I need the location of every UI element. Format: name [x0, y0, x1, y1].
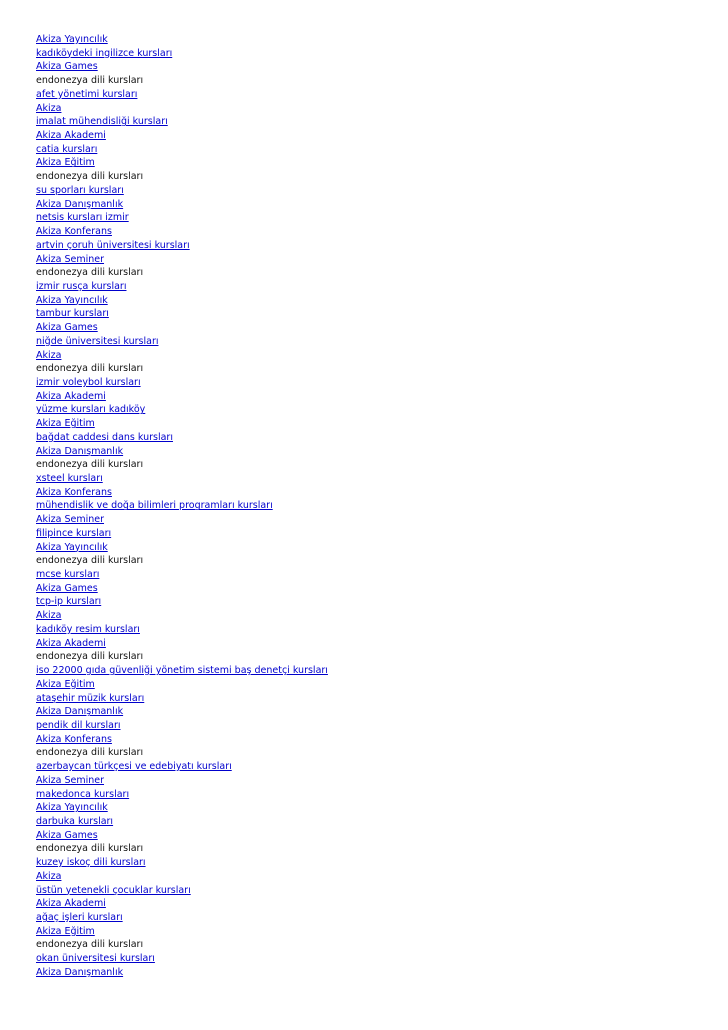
link-list — [36, 33, 328, 980]
text-link[interactable]: afet yönetimi kursları — [36, 88, 138, 100]
text-link[interactable]: Akiza Eğitim — [36, 418, 95, 430]
text-link[interactable]: Akiza — [36, 349, 62, 361]
list-item — [36, 472, 328, 486]
list-item — [36, 746, 328, 760]
list-item — [36, 568, 328, 582]
text-link[interactable]: Akiza Seminer — [36, 253, 105, 265]
text-link[interactable]: mühendislik ve doğa bilimleri programları kursları — [36, 500, 273, 512]
list-item — [36, 156, 328, 170]
list-item — [36, 486, 328, 500]
list-item — [36, 239, 328, 253]
text-link[interactable]: darbuka kursları — [36, 815, 114, 827]
list-item — [36, 88, 328, 102]
text-link[interactable]: Akiza Danışmanlık — [36, 198, 124, 210]
list-item — [36, 47, 328, 61]
list-item — [36, 335, 328, 349]
list-item — [36, 966, 328, 980]
text-link[interactable]: imalat mühendisliği kursları — [36, 116, 168, 128]
plain-text: endonezya dili kursları — [36, 747, 144, 759]
text-link[interactable]: xsteel kursları — [36, 473, 103, 484]
list-item — [36, 349, 328, 363]
text-link[interactable]: iso 22000 gıda güvenliği yönetim sistemi baş denetçi kursları — [36, 665, 328, 677]
list-item — [36, 499, 328, 513]
list-item — [36, 554, 328, 568]
text-link[interactable]: azerbaycan türkçesi ve edebiyatı kursları — [36, 761, 232, 773]
list-item — [36, 856, 328, 870]
text-link[interactable]: Akiza Eğitim — [36, 925, 95, 937]
list-item — [36, 390, 328, 404]
text-link[interactable]: Akiza — [36, 102, 62, 114]
text-link[interactable]: tcp-ip kursları — [36, 596, 102, 608]
text-link[interactable]: ağaç işleri kursları — [36, 912, 123, 923]
list-item — [36, 815, 328, 829]
text-link[interactable]: kuzey iskoç dili kursları — [36, 857, 146, 869]
list-item — [36, 458, 328, 472]
text-link[interactable]: Akiza Yayıncılık — [36, 802, 108, 814]
list-item — [36, 897, 328, 911]
list-item — [36, 198, 328, 212]
text-link[interactable]: Akiza Games — [36, 829, 98, 841]
list-item — [36, 74, 328, 88]
list-item — [36, 431, 328, 445]
list-item — [36, 445, 328, 459]
text-link[interactable]: üstün yetenekli çocuklar kursları — [36, 884, 191, 896]
text-link[interactable]: Akiza Games — [36, 582, 98, 594]
plain-text: endonezya dili kursları — [36, 75, 144, 87]
list-item — [36, 925, 328, 939]
plain-text: endonezya dili kursları — [36, 363, 144, 375]
list-item — [36, 705, 328, 719]
list-item — [36, 719, 328, 733]
list-item — [36, 582, 328, 596]
plain-text: endonezya dili kursları — [36, 651, 144, 663]
text-link[interactable]: ataşehir müzik kursları — [36, 692, 145, 704]
text-link[interactable]: Akiza Akademi — [36, 130, 106, 142]
text-link[interactable]: okan üniversitesi kursları — [36, 953, 155, 965]
plain-text: endonezya dili kursları — [36, 555, 144, 567]
text-link[interactable]: Akiza Seminer — [36, 514, 105, 526]
list-item — [36, 938, 328, 952]
text-link[interactable]: yüzme kursları kadıköy — [36, 404, 146, 416]
list-item — [36, 952, 328, 966]
text-link[interactable]: Akiza — [36, 870, 62, 882]
list-item — [36, 33, 328, 47]
list-item — [36, 527, 328, 541]
text-link[interactable]: Akiza Seminer — [36, 774, 105, 786]
text-link[interactable]: catia kursları — [36, 143, 98, 155]
text-link[interactable]: filipince kursları — [36, 527, 112, 539]
list-item — [36, 102, 328, 116]
text-link[interactable]: Akiza Yayıncılık — [36, 541, 108, 553]
text-link[interactable]: niğde üniversitesi kursları — [36, 335, 159, 347]
text-link[interactable]: makedonca kursları — [36, 788, 130, 800]
text-link[interactable]: artvin çoruh üniversitesi kursları — [36, 239, 190, 251]
list-item — [36, 541, 328, 555]
list-item — [36, 842, 328, 856]
plain-text: endonezya dili kursları — [36, 459, 144, 471]
list-item — [36, 307, 328, 321]
text-link[interactable]: mcse kursları — [36, 569, 100, 581]
list-item — [36, 884, 328, 898]
list-item — [36, 143, 328, 157]
text-link[interactable]: Akiza Yayıncılık — [36, 294, 108, 306]
text-link[interactable]: Akiza — [36, 610, 62, 622]
list-item — [36, 733, 328, 747]
list-item — [36, 253, 328, 267]
list-item — [36, 280, 328, 294]
text-link[interactable]: Akiza Yayıncılık — [36, 34, 108, 45]
list-item — [36, 911, 328, 925]
text-link[interactable]: kadıköydeki ingilizce kursları — [36, 47, 173, 59]
list-item — [36, 609, 328, 623]
text-link[interactable]: bağdat caddesi dans kursları — [36, 431, 173, 443]
text-link[interactable]: pendik dil kursları — [36, 719, 121, 731]
list-item — [36, 513, 328, 527]
list-item — [36, 362, 328, 376]
text-link[interactable]: tambur kursları — [36, 308, 109, 320]
text-link[interactable]: Akiza Eğitim — [36, 678, 95, 690]
text-link[interactable]: Akiza Akademi — [36, 898, 106, 910]
list-item — [36, 788, 328, 802]
text-link[interactable]: Akiza Games — [36, 322, 98, 334]
text-link[interactable]: kadıköy resim kursları — [36, 623, 140, 635]
list-item — [36, 623, 328, 637]
list-item — [36, 417, 328, 431]
text-link[interactable]: netsis kursları izmir — [36, 212, 129, 224]
list-item — [36, 650, 328, 664]
list-item — [36, 403, 328, 417]
list-item — [36, 692, 328, 706]
text-link[interactable]: Akiza Eğitim — [36, 157, 95, 169]
text-link[interactable]: izmir voleybol kursları — [36, 376, 141, 388]
list-item — [36, 678, 328, 692]
list-item — [36, 60, 328, 74]
list-item — [36, 321, 328, 335]
list-item — [36, 266, 328, 280]
plain-text: endonezya dili kursları — [36, 843, 144, 855]
text-link[interactable]: Akiza Konferans — [36, 226, 112, 238]
list-item — [36, 225, 328, 239]
list-item — [36, 129, 328, 143]
plain-text: endonezya dili kursları — [36, 267, 144, 279]
list-item — [36, 115, 328, 129]
list-item — [36, 774, 328, 788]
text-link[interactable]: Akiza Konferans — [36, 486, 112, 498]
list-item — [36, 664, 328, 678]
list-item — [36, 801, 328, 815]
text-link[interactable]: su sporları kursları — [36, 184, 124, 196]
text-link[interactable]: izmir rusça kursları — [36, 280, 127, 292]
list-item — [36, 211, 328, 225]
text-link[interactable]: Akiza Danışmanlık — [36, 445, 124, 457]
text-link[interactable]: Akiza Games — [36, 61, 98, 73]
list-item — [36, 595, 328, 609]
list-item — [36, 294, 328, 308]
text-link[interactable]: Akiza Danışmanlık — [36, 706, 124, 718]
list-item — [36, 760, 328, 774]
text-link[interactable]: Akiza Akademi — [36, 390, 106, 402]
text-link[interactable]: Akiza Danışmanlık — [36, 966, 124, 978]
list-item — [36, 829, 328, 843]
list-item — [36, 637, 328, 651]
list-item — [36, 184, 328, 198]
plain-text: endonezya dili kursları — [36, 939, 144, 951]
list-item — [36, 870, 328, 884]
plain-text: endonezya dili kursları — [36, 171, 144, 183]
list-item — [36, 170, 328, 184]
list-item — [36, 376, 328, 390]
text-link[interactable]: Akiza Akademi — [36, 637, 106, 649]
text-link[interactable]: Akiza Konferans — [36, 733, 112, 745]
